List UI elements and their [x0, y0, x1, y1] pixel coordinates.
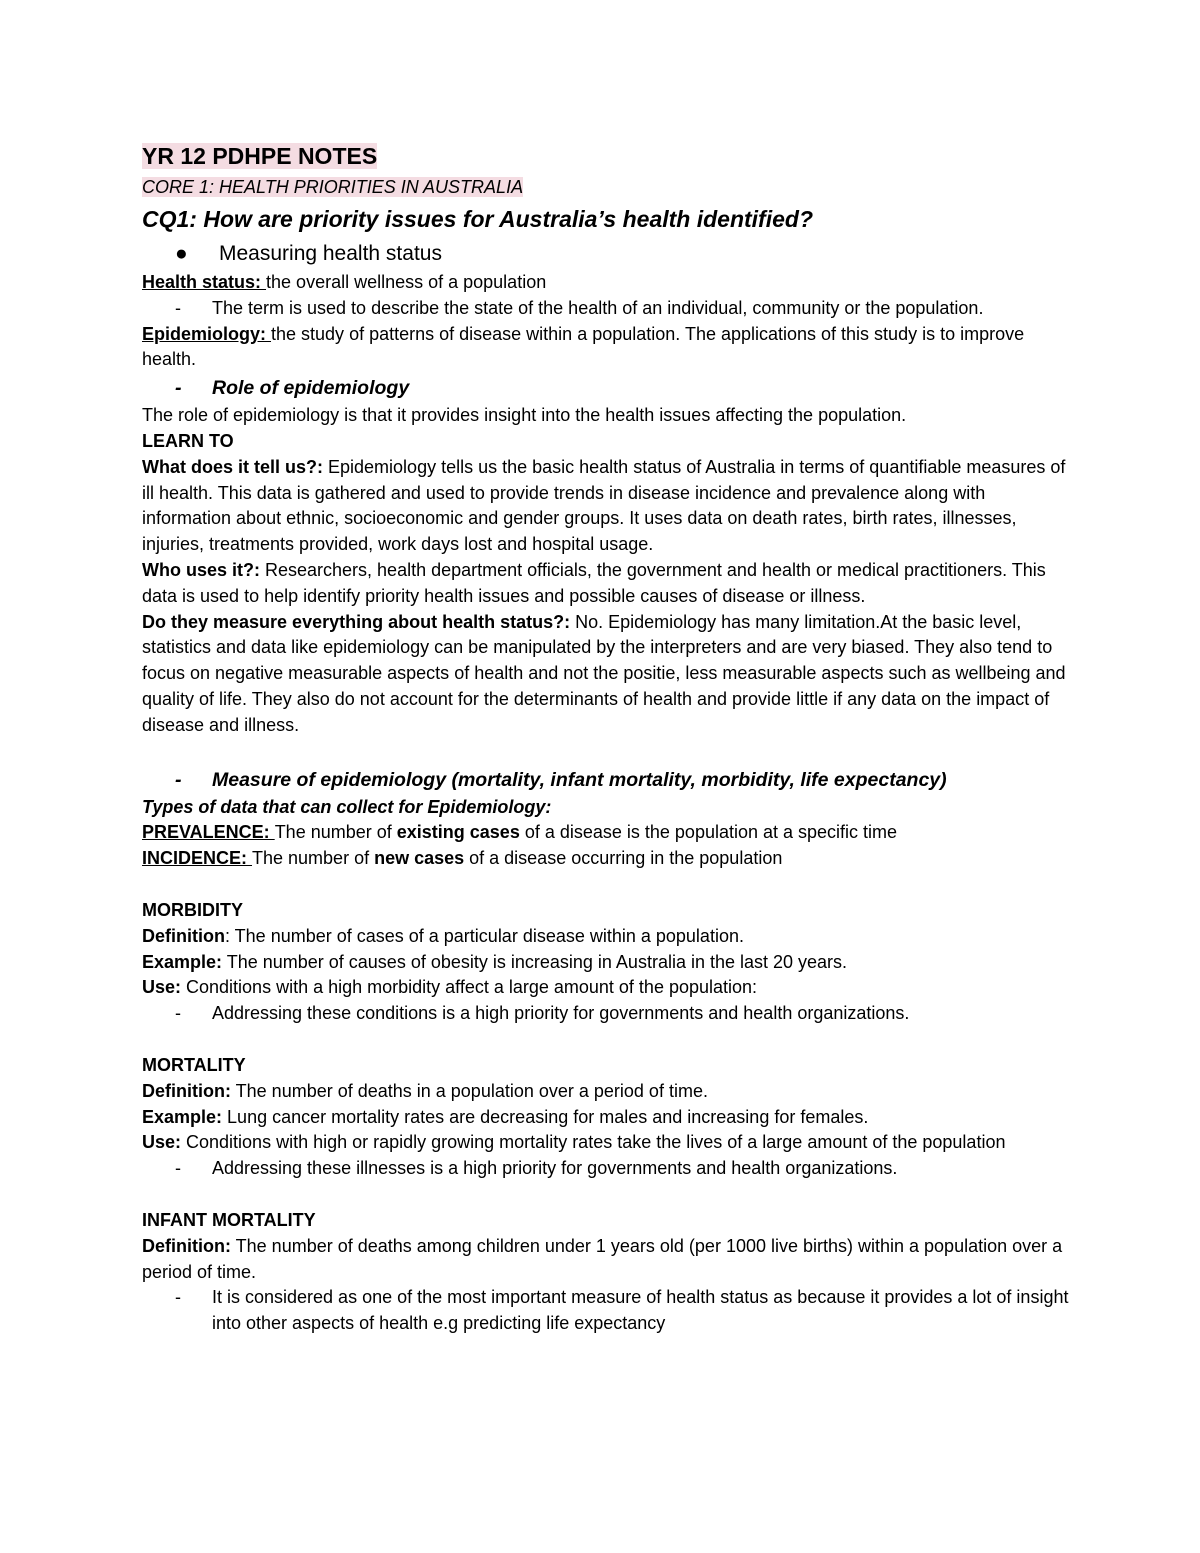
dash-text: It is considered as one of the most important measure of health status as because it provides a lot of insight into other aspects of health e.g predicting life expectancy: [212, 1287, 1069, 1334]
use-label: Use:: [142, 977, 182, 998]
dash-item: [142, 1285, 1072, 1337]
dash-glyph: -: [175, 297, 181, 318]
learn-to-heading: LEARN TO: [142, 430, 234, 451]
use-text: Conditions with high or rapidly growing mortality rates take the lives of a large amount of the population: [181, 1132, 1006, 1153]
spacer: [142, 872, 1072, 898]
q1-text: Epidemiology tells us the basic health status of Australia in terms of quantifiable measures of ill health. This data is gathered and used to provide trends in disease incidence and prevalence along with information about ethnic, socioeconomic and gender groups. It uses data on death rates, birth rates, illnesses, injuries, treatments provided, work days lost and hospital usage.: [142, 456, 1066, 555]
dash-text: Addressing these conditions is a high priority for governments and health organizations.: [212, 1003, 910, 1024]
dash-text: The term is used to describe the state of the health of an individual, community or the population.: [212, 297, 984, 318]
q3-paragraph: [142, 610, 1072, 739]
example-text: The number of causes of obesity is increasing in Australia in the last 20 years.: [222, 951, 848, 972]
q2-paragraph: [142, 558, 1072, 610]
morbidity-example: [142, 950, 1072, 976]
cq1-heading: CQ1: How are priority issues for Australia’s health identified?: [142, 206, 813, 232]
q1-label: What does it tell us?:: [142, 456, 324, 477]
mortality-heading: MORTALITY: [142, 1054, 246, 1075]
q1-paragraph: [142, 455, 1072, 558]
term-label: INCIDENCE:: [142, 848, 253, 869]
term-def: the study of patterns of disease within a population. The applications of this study is to improve health.: [142, 323, 1025, 370]
incidence-bold: new cases: [374, 848, 465, 869]
dash-glyph: -: [175, 768, 182, 791]
example-label: Example:: [142, 1106, 223, 1127]
title-highlight: YR 12 PDHPE NOTES: [142, 143, 378, 169]
example-label: Example:: [142, 951, 223, 972]
term-label: Epidemiology:: [142, 323, 272, 344]
core-highlight: CORE 1: HEALTH PRIORITIES IN AUSTRALIA: [142, 177, 524, 197]
incidence-pre: The number of: [252, 848, 375, 869]
definition-text: : The number of cases of a particular disease within a population.: [225, 925, 744, 946]
q2-label: Who uses it?:: [142, 559, 260, 580]
q3-text: No. Epidemiology has many limitation.At the basic level, statistics and data like epidemiology can be manipulated by the interpreters and are very biased. They also tend to focus on negative measurable aspects of health and not the positie, less measurable aspects such as wellbeing and quality of life. They also do not account for the determinants of health and provide little if any data on the impact of disease and illness.: [142, 611, 1066, 735]
dash-glyph: -: [175, 1287, 181, 1308]
incidence-post: of a disease occurring in the population: [464, 848, 783, 869]
core-heading: [142, 172, 1072, 202]
spacer: [142, 739, 1072, 765]
mortality-example: [142, 1105, 1072, 1131]
definition-text: The number of deaths among children under 1 years old (per 1000 live births) within a population over a period of time.: [142, 1235, 1063, 1282]
bullet-icon: ●: [175, 242, 188, 265]
morbidity-definition: [142, 924, 1072, 950]
measure-heading: [142, 765, 1072, 795]
spacer: [142, 1182, 1072, 1208]
dash-item: [142, 1001, 1072, 1027]
term-label: Health status:: [142, 272, 267, 292]
definition-text: The number of deaths in a population over a period of time.: [230, 1080, 708, 1101]
role-heading: [142, 373, 1072, 403]
use-text: Conditions with a high morbidity affect a large amount of the population:: [181, 977, 758, 998]
prevalence-def: [142, 820, 1072, 846]
q3-label: Do they measure everything about health status?:: [142, 611, 571, 632]
infant-definition: [142, 1234, 1072, 1286]
infant-mortality-heading: INFANT MORTALITY: [142, 1209, 316, 1230]
dash-glyph: -: [175, 1003, 181, 1024]
prevalence-pre: The number of: [274, 822, 397, 843]
dash-item: [142, 1156, 1072, 1182]
doc-title: [142, 140, 1072, 172]
role-text: The role of epidemiology is that it provides insight into the health issues affecting the population.: [142, 405, 907, 426]
role-heading-text: Role of epidemiology: [212, 377, 410, 400]
definition-label: Definition:: [142, 1235, 231, 1256]
morbidity-heading: MORBIDITY: [142, 899, 243, 920]
health-status-def: [142, 270, 1072, 296]
use-label: Use:: [142, 1132, 182, 1153]
definition-label: Definition: [142, 925, 225, 946]
document-content: [142, 140, 1072, 1337]
mortality-definition: [142, 1079, 1072, 1105]
definition-label: Definition:: [142, 1080, 231, 1101]
dash-glyph: -: [175, 377, 182, 400]
measuring-health-text: Measuring health status: [219, 242, 442, 265]
dash-text: Addressing these illnesses is a high priority for governments and health organizations.: [212, 1158, 898, 1179]
example-text: Lung cancer mortality rates are decreasing for males and increasing for females.: [222, 1106, 869, 1127]
mortality-use: [142, 1130, 1072, 1156]
prevalence-post: of a disease is the population at a specific time: [519, 822, 898, 843]
q2-text: Researchers, health department officials, the government and health or medical practitioners. This data is used to help identify priority health issues and possible causes of disease or illness.: [142, 559, 1046, 606]
measuring-health-heading: [142, 238, 1072, 270]
measure-heading-text: Measure of epidemiology (mortality, infant mortality, morbidity, life expectancy): [212, 768, 947, 791]
spacer: [142, 1027, 1072, 1053]
dash-item: [142, 296, 1072, 322]
term-label: PREVALENCE:: [142, 822, 275, 843]
term-def: the overall wellness of a population: [266, 272, 547, 292]
epidemiology-def: [142, 322, 1072, 374]
dash-glyph: -: [175, 1158, 181, 1179]
prevalence-bold: existing cases: [396, 822, 520, 843]
incidence-def: [142, 846, 1072, 872]
types-heading: Types of data that can collect for Epidemiology:: [142, 796, 552, 817]
morbidity-use: [142, 975, 1072, 1001]
